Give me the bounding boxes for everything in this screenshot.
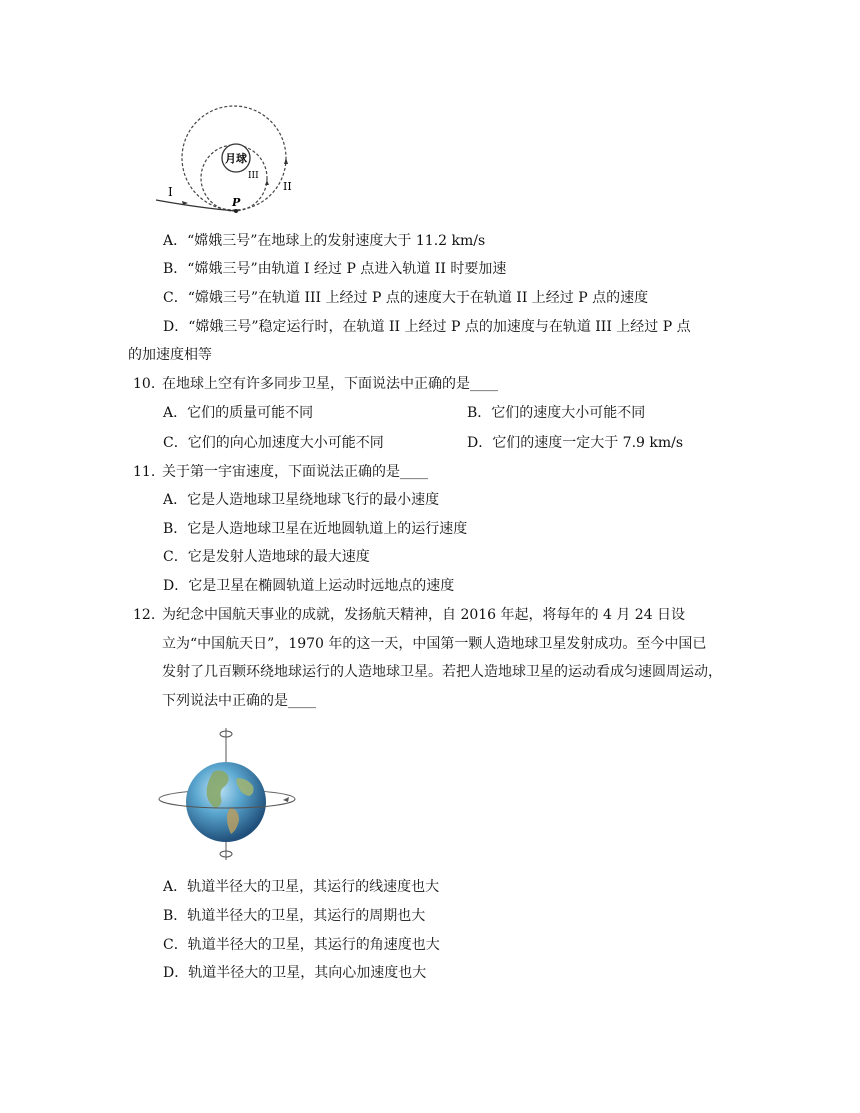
q11-option-c: C．它是发射人造地球的最大速度 <box>163 549 370 565</box>
q12-option-b: B．轨道半径大的卫星，其运行的周期也大 <box>163 908 426 924</box>
arrow-orbit-III <box>265 180 269 185</box>
label-orbit-III: III <box>248 171 259 181</box>
q10-text: 在地球上空有许多同步卫星，下面说法中正确的是____ <box>162 376 498 392</box>
q12-option-c: C．轨道半径大的卫星，其运行的角速度也大 <box>163 937 440 953</box>
q9-option-b: B．“嫦娥三号”由轨道 I 经过 P 点进入轨道 II 时要加速 <box>163 261 507 277</box>
q12-text-line-4: 下列说法中正确的是____ <box>162 693 316 709</box>
q11-text: 关于第一宇宙速度，下面说法正确的是____ <box>162 464 428 480</box>
label-orbit-I: I <box>168 185 173 199</box>
q12-text-line-3: 发射了几百颗环绕地球运行的人造地球卫星。若把人造地球卫星的运动看成匀速圆周运动， <box>162 664 722 680</box>
point-P-dot <box>234 209 238 213</box>
orbit-arrow <box>283 797 289 802</box>
q11-option-a: A．它是人造地球卫星绕地球飞行的最小速度 <box>163 492 440 508</box>
q11-option-d: D．它是卫星在椭圆轨道上运动时远地点的速度 <box>163 578 455 594</box>
label-orbit-II: II <box>283 180 292 193</box>
q9-option-d-cont: 的加速度相等 <box>128 347 212 363</box>
q12-text-line-2: 立为“中国航天日”，1970 年的这一天，中国第一颗人造地球卫星发射成功。至今中国已 <box>162 636 707 652</box>
orbit-I-path <box>156 200 236 211</box>
q9-option-d: D．“嫦娥三号”稳定运行时，在轨道 II 上经过 P 点的加速度与在轨道 III 上经过 P 点 <box>163 319 691 335</box>
q9-option-c: C．“嫦娥三号”在轨道 III 上经过 P 点的速度大于在轨道 II 上经过 P 点的速度 <box>163 290 649 306</box>
q12-option-d: D．轨道半径大的卫星，其向心加速度也大 <box>163 965 427 981</box>
arrow-orbit-II <box>284 158 288 164</box>
q11-number: 11. <box>133 464 156 480</box>
q12-number: 12. <box>133 607 156 623</box>
q12-text-line-1: 为纪念中国航天事业的成就，发扬航天精神，自 2016 年起，将每年的 4 月 24 日设 <box>162 607 686 623</box>
q10-option-d: D．它们的速度一定大于 7.9 km/s <box>467 435 684 451</box>
q12-option-a: A．轨道半径大的卫星，其运行的线速度也大 <box>163 879 440 895</box>
orbit-diagram <box>150 98 310 218</box>
q10-number: 10. <box>133 376 156 392</box>
q10-option-a: A．它们的质量可能不同 <box>163 405 314 421</box>
label-point-P: P <box>232 196 241 209</box>
q9-option-a: A．“嫦娥三号”在地球上的发射速度大于 11.2 km/s <box>163 233 486 249</box>
q11-option-b: B．它是人造地球卫星在近地圆轨道上的运行速度 <box>163 521 468 537</box>
earth-diagram <box>155 726 300 862</box>
moon-label: 月球 <box>225 152 247 165</box>
q10-option-b: B．它们的速度大小可能不同 <box>467 405 646 421</box>
q10-option-c: C．它们的向心加速度大小可能不同 <box>163 435 384 451</box>
